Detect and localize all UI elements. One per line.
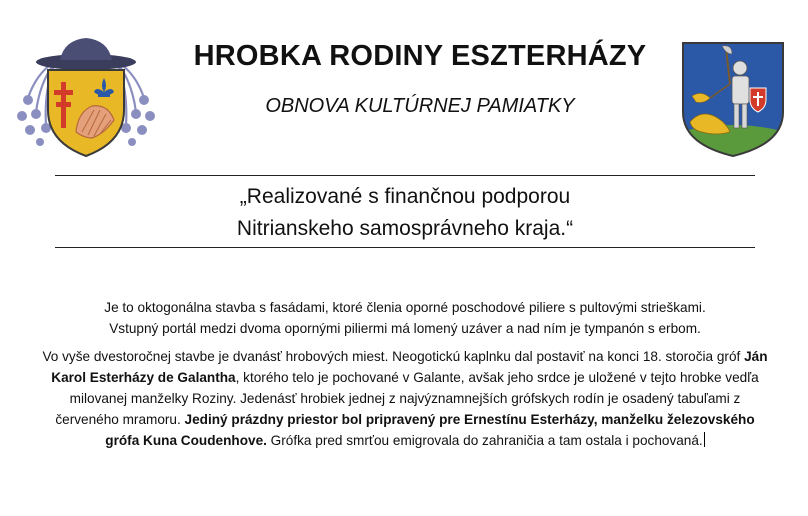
history-bold-empty-tomb: Jediný prázdny priestor bol pripravený pre Ernestínu Esterházy, manželku železovského grófa Kuna Coudenhove. (105, 412, 755, 448)
history-text-3: Grófka pred smrťou emigrovala do zahraničia a tam ostala i pochovaná. (266, 433, 703, 448)
quote-bottom-divider (55, 247, 755, 248)
funding-quote-line2: Nitrianskeho samosprávneho kraja.“ (236, 217, 574, 240)
page-subtitle: OBNOVA KULTÚRNEJ PAMIATKY (265, 95, 575, 117)
quote-top-divider (55, 175, 755, 176)
paragraph-architecture-line2: Vstupný portál medzi dvoma opornými piliermi má lomený uzáver a nad ním je tympanón s erbom. (109, 321, 701, 336)
municipal-coat-of-arms-icon (680, 40, 786, 158)
document-body[interactable] (40, 297, 770, 458)
paragraph-architecture (40, 297, 770, 339)
paragraph-architecture-line1: Je to oktogonálna stavba s fasádami, ktoré členia oporné poschodové piliere s pultovými strieškami. (104, 300, 706, 315)
page-title: HROBKA RODINY ESZTERHÁZY (193, 40, 647, 72)
history-text-1: Vo vyše dvestoročnej stavbe je dvanásť hrobových miest. Neogotickú kaplnku dal postaviť na konci 18. storočia gróf (42, 349, 745, 364)
funding-quote-line1: „Realizované s finančnou podporou (239, 185, 571, 208)
history-text-2: , ktorého telo je pochované v Galante, avšak jeho srdce je uložené v tejto hrobke vedľa milovanej manželky Roziny. Jedenásť hrobiek jednej z najvýznamnejších grófskych rodín je osadený tabuľami z červeného mramoru. (55, 370, 759, 427)
funding-quote (55, 181, 755, 245)
ecclesiastical-coat-of-arms-icon (14, 34, 158, 158)
text-cursor (704, 432, 705, 447)
history-bold-count-name: Ján Karol Esterházy de Galantha (51, 349, 768, 385)
paragraph-history (40, 346, 770, 451)
